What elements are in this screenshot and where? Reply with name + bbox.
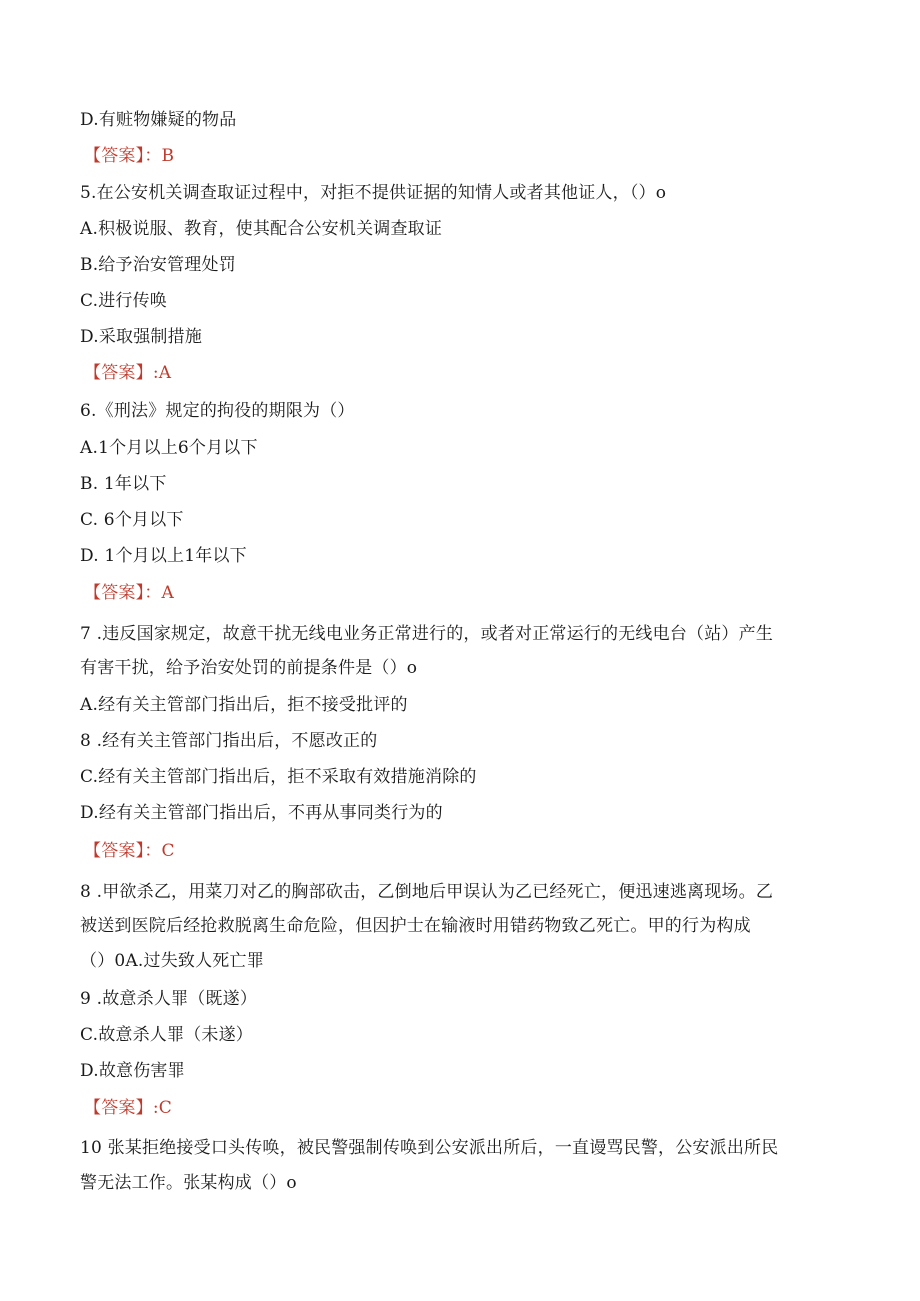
- option-a-q6: A.1个月以上6个月以下: [80, 438, 258, 458]
- answer-q6: [84, 581, 174, 605]
- option-c-q6: C. 6个月以下: [80, 510, 184, 530]
- answer-q4: [84, 144, 174, 168]
- option-a-q7: A.经有关主管部门指出后，拒不接受批评的: [80, 695, 408, 715]
- question-7-line-1: 7 .违反国家规定，故意干扰无线电业务正常进行的，或者对正常运行的无线电台（站）产生: [80, 624, 774, 644]
- answer-q5: [84, 361, 171, 385]
- question-8-line-1: 8 .甲欲杀乙，用菜刀对乙的胸部砍击，乙倒地后甲误认为乙已经死亡，便迅速逃离现场。乙: [80, 882, 774, 902]
- answer-label: 【答案】: [84, 1098, 153, 1118]
- question-5: 5.在公安机关调查取证过程中，对拒不提供证据的知情人或者其他证人，（）o: [80, 183, 667, 203]
- question-6: 6.《刑法》规定的拘役的期限为（）: [80, 401, 355, 421]
- option-c-q5: C.进行传唤: [80, 291, 168, 311]
- answer-value: ：C: [144, 841, 175, 861]
- answer-label: 【答案】: [84, 583, 145, 603]
- question-8-line-3: （）0A.过失致人死亡罪: [80, 951, 264, 971]
- question-10-line-2: 警无法工作。张某构成（）o: [80, 1173, 297, 1193]
- answer-label: 【答案】: [84, 146, 145, 166]
- option-d-q5: D.采取强制措施: [80, 327, 203, 347]
- question-8-line-2: 被送到医院后经抢救脱离生命危险，但因护士在输液时用错药物致乙死亡。甲的行为构成: [80, 916, 751, 936]
- option-d-q8: D.故意伤害罪: [80, 1061, 185, 1081]
- option-d-q7: D.经有关主管部门指出后，不再从事同类行为的: [80, 803, 443, 823]
- option-b-q5: B.给予治安管理处罚: [80, 255, 236, 275]
- answer-label: 【答案】: [84, 841, 145, 861]
- answer-value: :A: [152, 363, 172, 383]
- option-d-q6: D. 1个月以上1年以下: [80, 546, 247, 566]
- option-a-q5: A.积极说服、教育，使其配合公安机关调查取证: [80, 219, 443, 239]
- option-b-q7: 8 .经有关主管部门指出后，不愿改正的: [80, 731, 378, 751]
- answer-q8: [84, 1096, 172, 1120]
- answer-q7: [84, 839, 175, 863]
- option-b-q6: B. 1年以下: [80, 474, 167, 494]
- answer-value: :C: [152, 1098, 172, 1118]
- option-b-q8: 9 .故意杀人罪（既遂）: [80, 989, 258, 1009]
- option-d-q4: D.有赃物嫌疑的物品: [80, 110, 237, 130]
- answer-value: ：A: [144, 583, 174, 603]
- answer-value: ：B: [144, 146, 175, 166]
- answer-label: 【答案】: [84, 363, 153, 383]
- option-c-q8: C.故意杀人罪（未遂）: [80, 1025, 254, 1045]
- option-c-q7: C.经有关主管部门指出后，拒不采取有效措施消除的: [80, 767, 477, 787]
- question-7-line-2: 有害干扰，给予治安处罚的前提条件是（）o: [80, 658, 418, 678]
- question-10-line-1: 10 张某拒绝接受口头传唤，被民警强制传唤到公安派出所后，一直谩骂民警，公安派出所民: [80, 1138, 779, 1158]
